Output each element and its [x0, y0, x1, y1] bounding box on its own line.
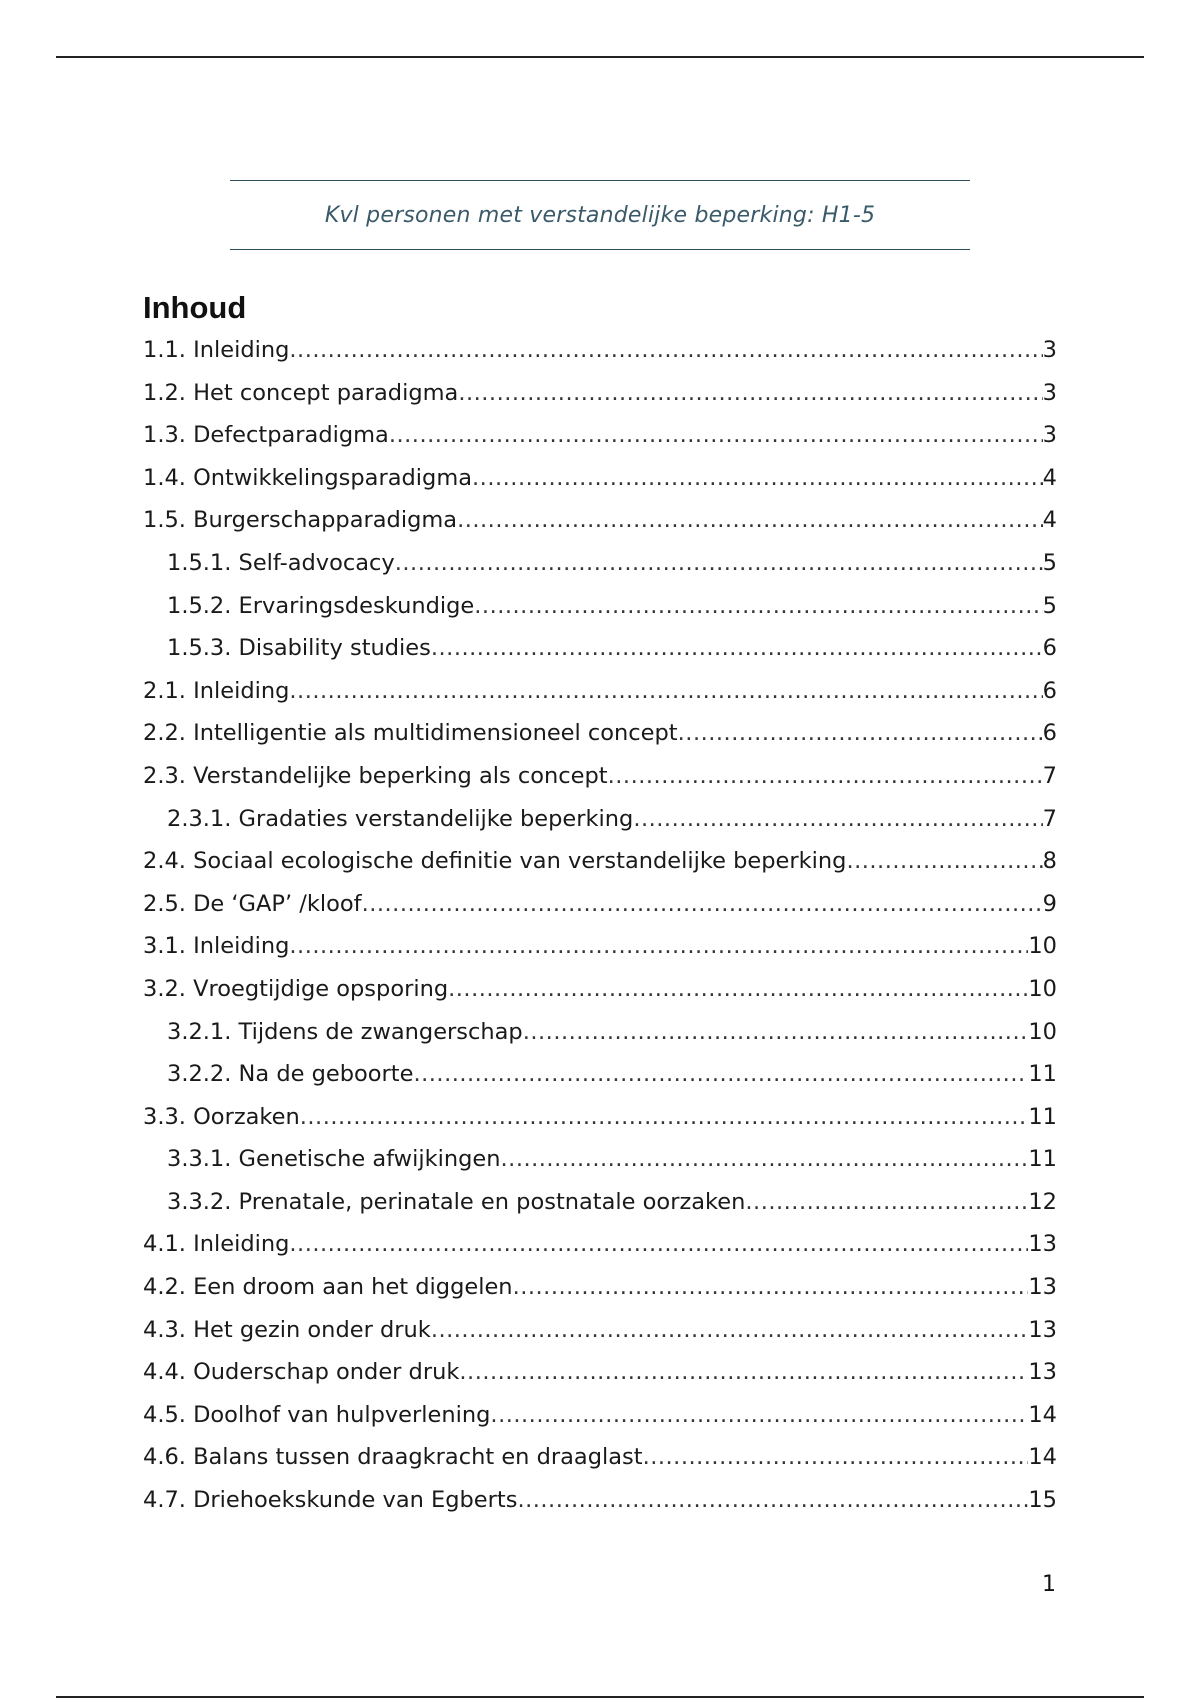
toc-dot-leader: [431, 1317, 1029, 1343]
toc-entry-page: 14: [1028, 1444, 1057, 1471]
toc-entry[interactable]: [143, 1487, 1057, 1530]
toc-entry-page: 11: [1028, 1103, 1057, 1130]
toc-dot-leader: [431, 635, 1043, 661]
toc-entry-title: 4.3. Het gezin onder druk: [143, 1316, 431, 1343]
toc-entry-title: 4.7. Driehoekskunde van Egberts: [143, 1487, 518, 1514]
toc-entry[interactable]: [143, 1274, 1057, 1317]
toc-entry[interactable]: [143, 1231, 1057, 1274]
toc-entry-page: 13: [1028, 1231, 1057, 1258]
table-of-contents: [143, 337, 1057, 1530]
toc-entry[interactable]: [143, 380, 1057, 423]
toc-entry[interactable]: [143, 933, 1057, 976]
toc-entry[interactable]: [143, 1104, 1057, 1147]
toc-dot-leader: [413, 1061, 1028, 1087]
toc-entry-page: 3: [1042, 422, 1057, 449]
toc-entry-title: 3.2.1. Tijdens de zwangerschap: [167, 1018, 523, 1045]
toc-entry-page: 6: [1042, 677, 1057, 704]
toc-entry-page: 10: [1028, 933, 1057, 960]
toc-dot-leader: [745, 1189, 1028, 1215]
toc-entry[interactable]: [143, 550, 1057, 593]
toc-entry-page: 7: [1042, 762, 1057, 789]
toc-entry-title: 3.3.2. Prenatale, perinatale en postnatale oorzaken: [167, 1188, 746, 1215]
toc-entry-page: 3: [1042, 379, 1057, 406]
toc-entry-page: 5: [1042, 549, 1057, 576]
toc-entry-title: 1.5.2. Ervaringsdeskundige: [167, 592, 475, 619]
toc-entry-title: 2.5. De ‘GAP’ /kloof: [143, 890, 362, 917]
toc-entry[interactable]: [143, 465, 1057, 508]
toc-entry-page: 5: [1042, 592, 1057, 619]
toc-dot-leader: [633, 806, 1042, 832]
toc-entry[interactable]: [143, 593, 1057, 636]
toc-entry-title: 2.4. Sociaal ecologische definitie van verstandelijke beperking: [143, 848, 847, 875]
toc-dot-leader: [501, 1146, 1029, 1172]
toc-entry-title: 4.1. Inleiding: [143, 1231, 290, 1258]
toc-entry-page: 7: [1042, 805, 1057, 832]
toc-entry-title: 3.3.1. Genetische afwijkingen: [167, 1146, 501, 1173]
toc-entry-title: 2.1. Inleiding: [143, 677, 290, 704]
toc-entry[interactable]: [143, 337, 1057, 380]
toc-dot-leader: [678, 720, 1043, 746]
toc-entry[interactable]: [143, 1189, 1057, 1232]
toc-dot-leader: [395, 550, 1043, 576]
toc-entry-title: 3.1. Inleiding: [143, 933, 290, 960]
toc-entry[interactable]: [143, 1061, 1057, 1104]
toc-dot-leader: [458, 380, 1042, 406]
toc-dot-leader: [472, 465, 1043, 491]
toc-entry-page: 12: [1028, 1188, 1057, 1215]
toc-entry-page: 4: [1042, 507, 1057, 534]
toc-dot-leader: [289, 1231, 1028, 1257]
toc-entry-title: 1.1. Inleiding: [143, 337, 290, 363]
toc-entry[interactable]: [143, 1317, 1057, 1360]
toc-entry-page: 13: [1028, 1316, 1057, 1343]
toc-entry[interactable]: [143, 1359, 1057, 1402]
toc-entry[interactable]: [143, 891, 1057, 934]
toc-entry[interactable]: [143, 806, 1057, 849]
toc-entry-page: 10: [1028, 1018, 1057, 1045]
toc-entry[interactable]: [143, 720, 1057, 763]
toc-dot-leader: [513, 1274, 1029, 1300]
toc-entry-page: 6: [1042, 635, 1057, 662]
toc-dot-leader: [523, 1019, 1029, 1045]
toc-entry-page: 3: [1042, 337, 1057, 363]
toc-entry[interactable]: [143, 763, 1057, 806]
toc-entry[interactable]: [143, 635, 1057, 678]
toc-entry-title: 4.2. Een droom aan het diggelen: [143, 1274, 513, 1301]
toc-entry-title: 3.2.2. Na de geboorte: [167, 1061, 414, 1088]
toc-dot-leader: [457, 507, 1043, 533]
toc-entry-title: 2.3.1. Gradaties verstandelijke beperking: [167, 805, 634, 832]
toc-entry-title: 3.2. Vroegtijdige opsporing: [143, 975, 449, 1002]
toc-dot-leader: [459, 1359, 1028, 1385]
toc-entry-page: 8: [1042, 848, 1057, 875]
toc-entry[interactable]: [143, 848, 1057, 891]
toc-dot-leader: [289, 337, 1042, 363]
toc-dot-leader: [448, 976, 1028, 1002]
toc-entry-title: 1.2. Het concept paradigma: [143, 379, 459, 406]
toc-entry-page: 4: [1042, 464, 1057, 491]
toc-entry-title: 2.3. Verstandelijke beperking als concept: [143, 762, 608, 789]
toc-dot-leader: [517, 1487, 1028, 1513]
toc-entry[interactable]: [143, 1444, 1057, 1487]
toc-entry[interactable]: [143, 678, 1057, 721]
toc-entry-page: 13: [1028, 1359, 1057, 1386]
toc-dot-leader: [490, 1402, 1028, 1428]
toc-entry-page: 15: [1028, 1487, 1057, 1514]
toc-dot-leader: [289, 933, 1028, 959]
toc-dot-leader: [643, 1444, 1029, 1470]
toc-dot-leader: [474, 593, 1042, 619]
toc-entry-title: 1.3. Defectparadigma: [143, 422, 389, 449]
header-title: Kvl personen met verstandelijke beperking: H1-5: [324, 202, 876, 228]
toc-dot-leader: [289, 678, 1042, 704]
toc-dot-leader: [608, 763, 1043, 789]
toc-entry[interactable]: [143, 422, 1057, 465]
toc-entry-title: 4.5. Doolhof van hulpverlening: [143, 1401, 491, 1428]
toc-entry-page: 11: [1028, 1146, 1057, 1173]
toc-entry-title: 1.5.3. Disability studies: [167, 635, 431, 662]
toc-dot-leader: [362, 891, 1043, 917]
toc-entry-page: 11: [1028, 1061, 1057, 1088]
toc-heading: Inhoud: [143, 290, 247, 325]
top-page-rule: [56, 56, 1144, 58]
toc-entry-page: 9: [1042, 890, 1057, 917]
toc-dot-leader: [300, 1104, 1029, 1130]
toc-entry-page: 13: [1028, 1274, 1057, 1301]
toc-entry-title: 3.3. Oorzaken: [143, 1103, 300, 1130]
toc-entry[interactable]: [143, 507, 1057, 550]
toc-entry-title: 4.6. Balans tussen draagkracht en draaglast: [143, 1444, 643, 1471]
bottom-page-rule: [56, 1696, 1144, 1698]
toc-entry-page: 10: [1028, 975, 1057, 1002]
toc-dot-leader: [389, 422, 1043, 448]
toc-entry-page: 6: [1042, 720, 1057, 747]
document-header: [230, 180, 970, 250]
toc-entry[interactable]: [143, 1402, 1057, 1445]
toc-entry[interactable]: [143, 1146, 1057, 1189]
toc-entry-title: 4.4. Ouderschap onder druk: [143, 1359, 460, 1386]
toc-entry-page: 14: [1028, 1401, 1057, 1428]
page-number: 1: [1042, 1572, 1056, 1597]
toc-dot-leader: [846, 848, 1042, 874]
toc-entry-title: 1.5.1. Self-advocacy: [167, 549, 395, 576]
toc-entry[interactable]: [143, 1019, 1057, 1062]
toc-entry-title: 2.2. Intelligentie als multidimensioneel concept: [143, 720, 678, 747]
toc-entry-title: 1.4. Ontwikkelingsparadigma: [143, 464, 473, 491]
toc-entry[interactable]: [143, 976, 1057, 1019]
toc-entry-title: 1.5. Burgerschapparadigma: [143, 507, 458, 534]
